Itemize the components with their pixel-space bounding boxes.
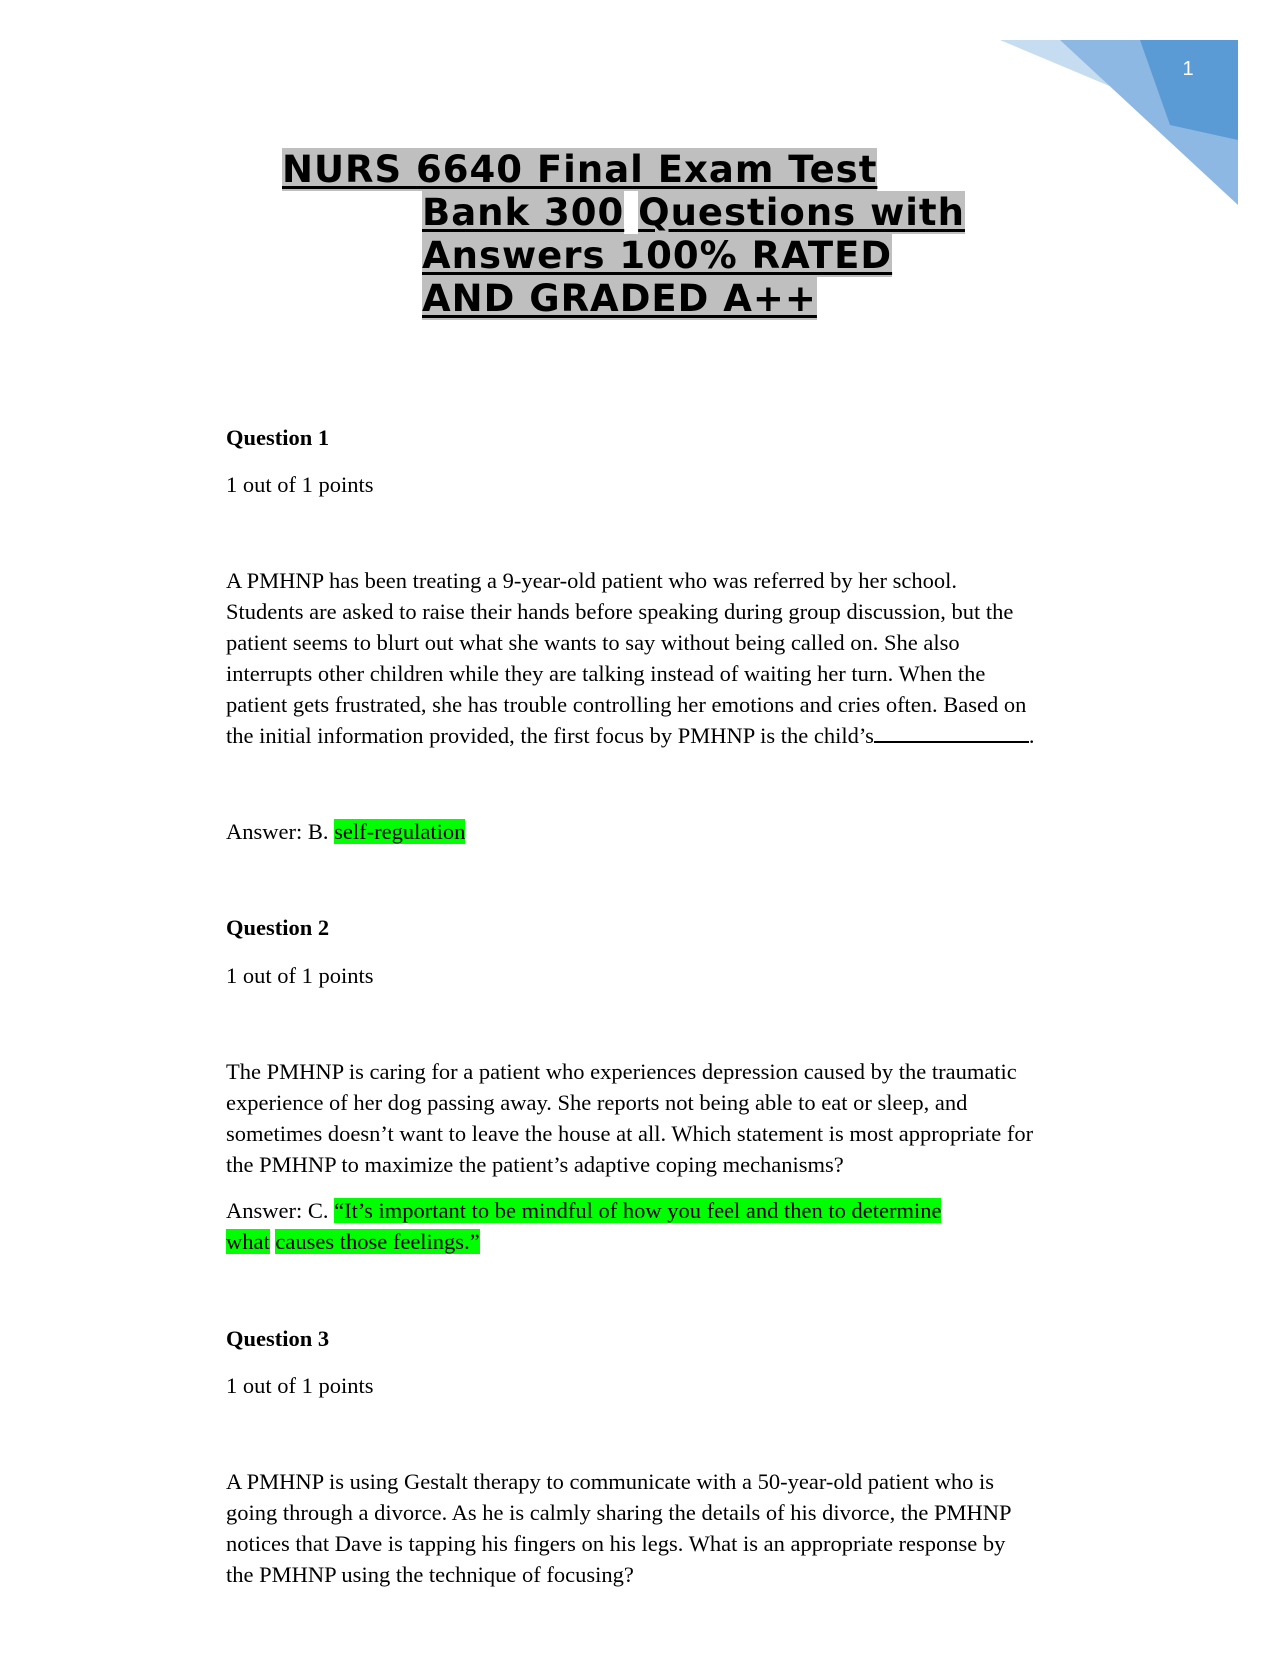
question-3-stem-line: the PMHNP using the technique of focusing? <box>226 1562 634 1587</box>
document-title <box>282 148 1102 320</box>
question-1-stem <box>226 565 1136 751</box>
question-2-points: 1 out of 1 points <box>226 963 374 988</box>
answer-text: what <box>226 1229 270 1254</box>
question-2-stem-line: The PMHNP is caring for a patient who experiences depression caused by the traumatic <box>226 1059 1017 1084</box>
title-line-3: Answers 100% RATED <box>422 234 893 277</box>
question-1-stem-line: Students are asked to raise their hands before speaking during group discussion, but the <box>226 599 1014 624</box>
question-3-heading: Question 3 <box>226 1326 330 1351</box>
answer-prefix: Answer: B. <box>226 819 335 844</box>
question-2-heading: Question 2 <box>226 915 330 940</box>
fill-in-blank <box>874 739 1029 743</box>
question-1-stem-line: patient seems to blurt out what she wants to say without being called on. She also <box>226 630 960 655</box>
answer-text: self-regulation <box>334 819 466 844</box>
question-1-stem-line: the initial information provided, the first focus by PMHNP is the child’s <box>226 723 874 748</box>
answer-text: “It’s important to be mindful of how you feel and then to determine <box>334 1198 942 1223</box>
question-3-stem-line: going through a divorce. As he is calmly sharing the details of his divorce, the PMHNP <box>226 1500 1012 1525</box>
title-line-4: AND GRADED A++ <box>422 277 817 320</box>
answer-text: causes those feelings.” <box>275 1229 480 1254</box>
question-1-stem-end: . <box>1028 723 1035 748</box>
title-line-2b: Questions with <box>638 191 965 234</box>
question-1-answer <box>226 816 1136 847</box>
answer-prefix: Answer: C. <box>226 1198 335 1223</box>
page-number: 1 <box>1182 58 1194 80</box>
question-1-stem-line: interrupts other children while they are talking instead of waiting her turn. When the <box>226 661 986 686</box>
question-1-points: 1 out of 1 points <box>226 472 374 497</box>
question-2-stem-line: the PMHNP to maximize the patient’s adaptive coping mechanisms? <box>226 1152 844 1177</box>
question-2-stem <box>226 1056 1136 1180</box>
title-line-1: NURS 6640 Final Exam Test <box>282 148 878 191</box>
question-3-stem <box>226 1466 1136 1590</box>
question-3-stem-line: notices that Dave is tapping his fingers on his legs. What is an appropriate response by <box>226 1531 1006 1556</box>
question-1-stem-line: patient gets frustrated, she has trouble controlling her emotions and cries often. Based on <box>226 692 1027 717</box>
question-1-heading: Question 1 <box>226 425 330 450</box>
question-2-stem-line: sometimes doesn’t want to leave the house at all. Which statement is most appropriate for <box>226 1121 1034 1146</box>
question-3-stem-line: A PMHNP is using Gestalt therapy to communicate with a 50-year-old patient who is <box>226 1469 994 1494</box>
title-line-2a: Bank 300 <box>422 191 625 234</box>
question-2-stem-line: experience of her dog passing away. She reports not being able to eat or sleep, and <box>226 1090 968 1115</box>
question-1-stem-line: A PMHNP has been treating a 9-year-old patient who was referred by her school. <box>226 568 957 593</box>
question-3-points: 1 out of 1 points <box>226 1373 374 1398</box>
question-2-answer <box>226 1195 1136 1257</box>
